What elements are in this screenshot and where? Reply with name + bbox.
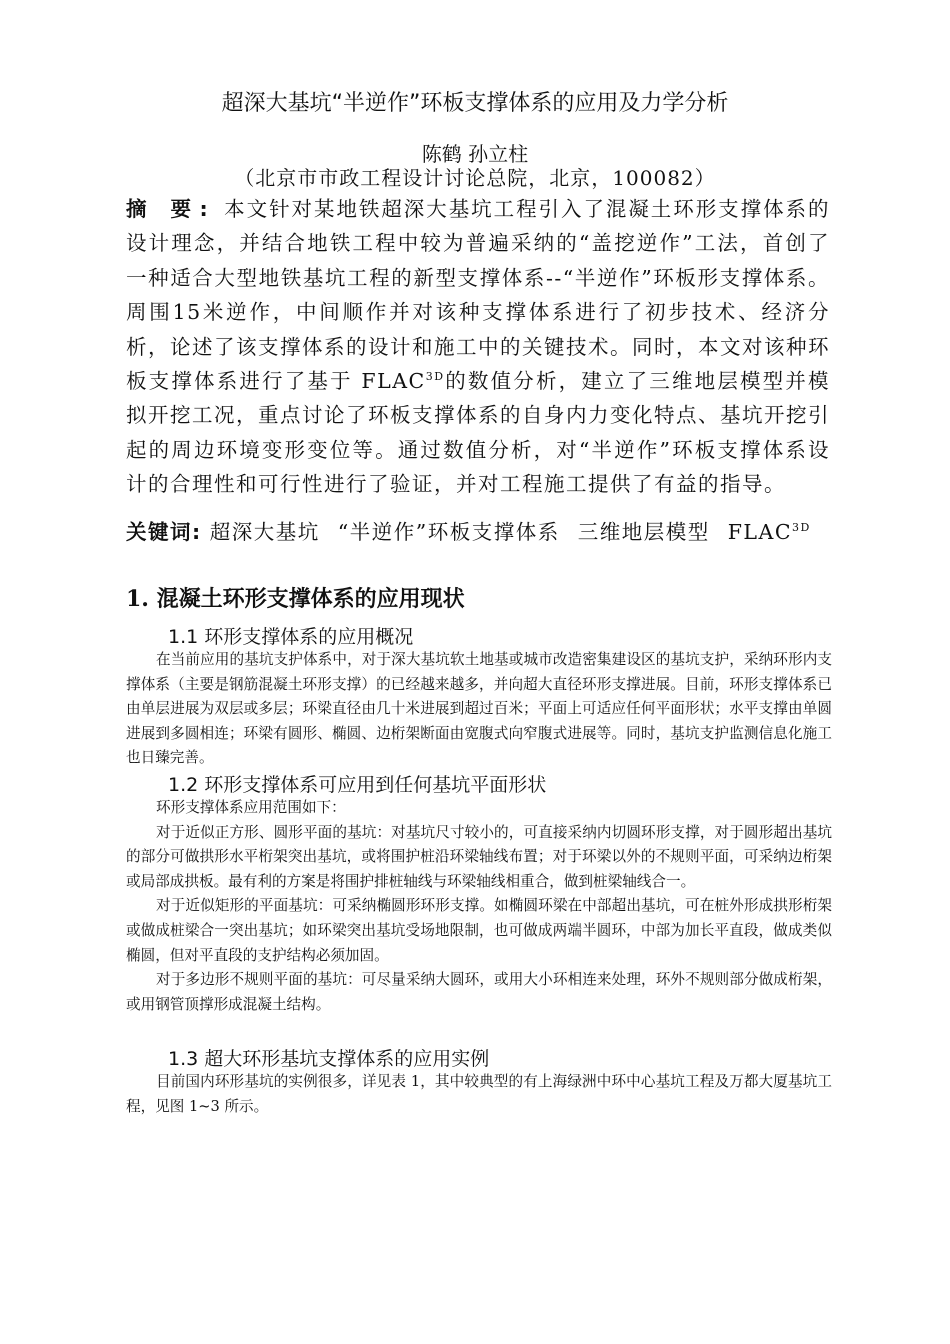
keywords xyxy=(126,520,836,545)
keyword-item: 三维地层模型 xyxy=(577,520,710,544)
paper-title: 超深大基坑“半逆作”环板支撑体系的应用及力学分析 xyxy=(221,91,729,116)
abstract xyxy=(126,192,830,502)
paragraph: 对于近似矩形的平面基坑：可采纳椭圆形环形支撑。如椭圆环梁在中部超出基坑，可在桩外形成拱形桁架或做成桩梁合一突出基坑；如环梁突出基坑受场地限制，也可做成两端半圆环，中部为加长平直段，做成类似椭圆，但对平直段的支护结构必须加固。 xyxy=(126,897,832,964)
paragraph: 对于近似正方形、圆形平面的基坑：对基坑尺寸较小的，可直接采纳内切圆环形支撑，对于圆形超出基坑的部分可做拱形水平桁架突出基坑，或将围护桩沿环梁轴线布置；对于环梁以外的不规则平面，可采纳边桁架或局部成拱板。最有利的方案是将围护排桩轴线与环梁轴线相重合，做到桩梁轴线合一。 xyxy=(126,823,832,890)
abstract-text-part2: 的数值分析，建立了三维地层模型并模拟开挖工况，重点讨论了环板支撑体系的自身内力变化特点、基坑开挖引起的周边环境变形变位等。通过数值分析，对“半逆作”环板支撑体系设计的合理性和可行性进行了验证，并对工程施工提供了有益的指导。 xyxy=(126,369,831,497)
affiliation: （北京市市政工程设计讨论总院，北京，100082） xyxy=(234,166,716,190)
keyword-item: “半逆作”环板支撑体系 xyxy=(337,520,560,544)
authors: 陈鹤 孙立柱 xyxy=(421,142,529,166)
subsection-heading: 1.2 环形支撑体系可应用到任何基坑平面形状 xyxy=(168,774,547,796)
paragraph: 对于多边形不规则平面的基坑：可尽量采纳大圆环，或用大小环相连来处理，环外不规则部分做成桁架，或用钢管顶撑形成混凝土结构。 xyxy=(126,971,832,1013)
subsection-body xyxy=(126,1070,832,1119)
section-heading: 1. 混凝土环形支撑体系的应用现状 xyxy=(126,586,465,612)
subsection-body xyxy=(126,796,832,1017)
abstract-text-part1: 本文针对某地铁超深大基坑工程引入了混凝土环形支撑体系的设计理念，并结合地铁工程中较为普遍采纳的“盖挖逆作”工法，首创了一种适合大型地铁基坑工程的新型支撑体系--“半逆作”环板形支撑体系。周围15米逆作，中间顺作并对该种支撑体系进行了初步技术、经济分析，论述了该支撑体系的设计和施工中的关键技术。同时，本文对该种环板支撑体系进行了基于 FLAC xyxy=(126,197,830,394)
abstract-superscript: 3D xyxy=(425,370,445,384)
paragraph: 在当前应用的基坑支护体系中，对于深大基坑软土地基或城市改造密集建设区的基坑支护，采纳环形内支撑体系（主要是钢筋混凝土环形支撑）的已经越来越多，并向超大直径环形支撑进展。目前，环形支撑体系已由单层进展为双层或多层；环梁直径由几十米进展到超过百米；平面上可适应任何平面形状；水平支撑由单圆进展到多圆相连；环梁有圆形、椭圆、边桁架断面由宽腹式向窄腹式进展等。同时，基坑支护监测信息化施工也日臻完善。 xyxy=(126,651,832,767)
abstract-label: 摘 要: xyxy=(126,197,216,221)
keyword-item-base: FLAC xyxy=(727,520,793,544)
paragraph: 目前国内环形基坑的实例很多，详见表 1，其中较典型的有上海绿洲中环中心基坑工程及万都大厦基坑工程，见图 1~3 所示。 xyxy=(126,1073,832,1115)
subsection-heading: 1.1 环形支撑体系的应用概况 xyxy=(168,626,414,648)
subsection-heading: 1.3 超大环形基坑支撑体系的应用实例 xyxy=(168,1048,490,1070)
subsection-body xyxy=(126,648,832,771)
keywords-label: 关键词: xyxy=(126,520,202,544)
keyword-item-superscript: 3D xyxy=(792,521,811,535)
paragraph: 环形支撑体系应用范围如下： xyxy=(156,799,346,816)
keyword-item: 超深大基坑 xyxy=(209,520,320,544)
